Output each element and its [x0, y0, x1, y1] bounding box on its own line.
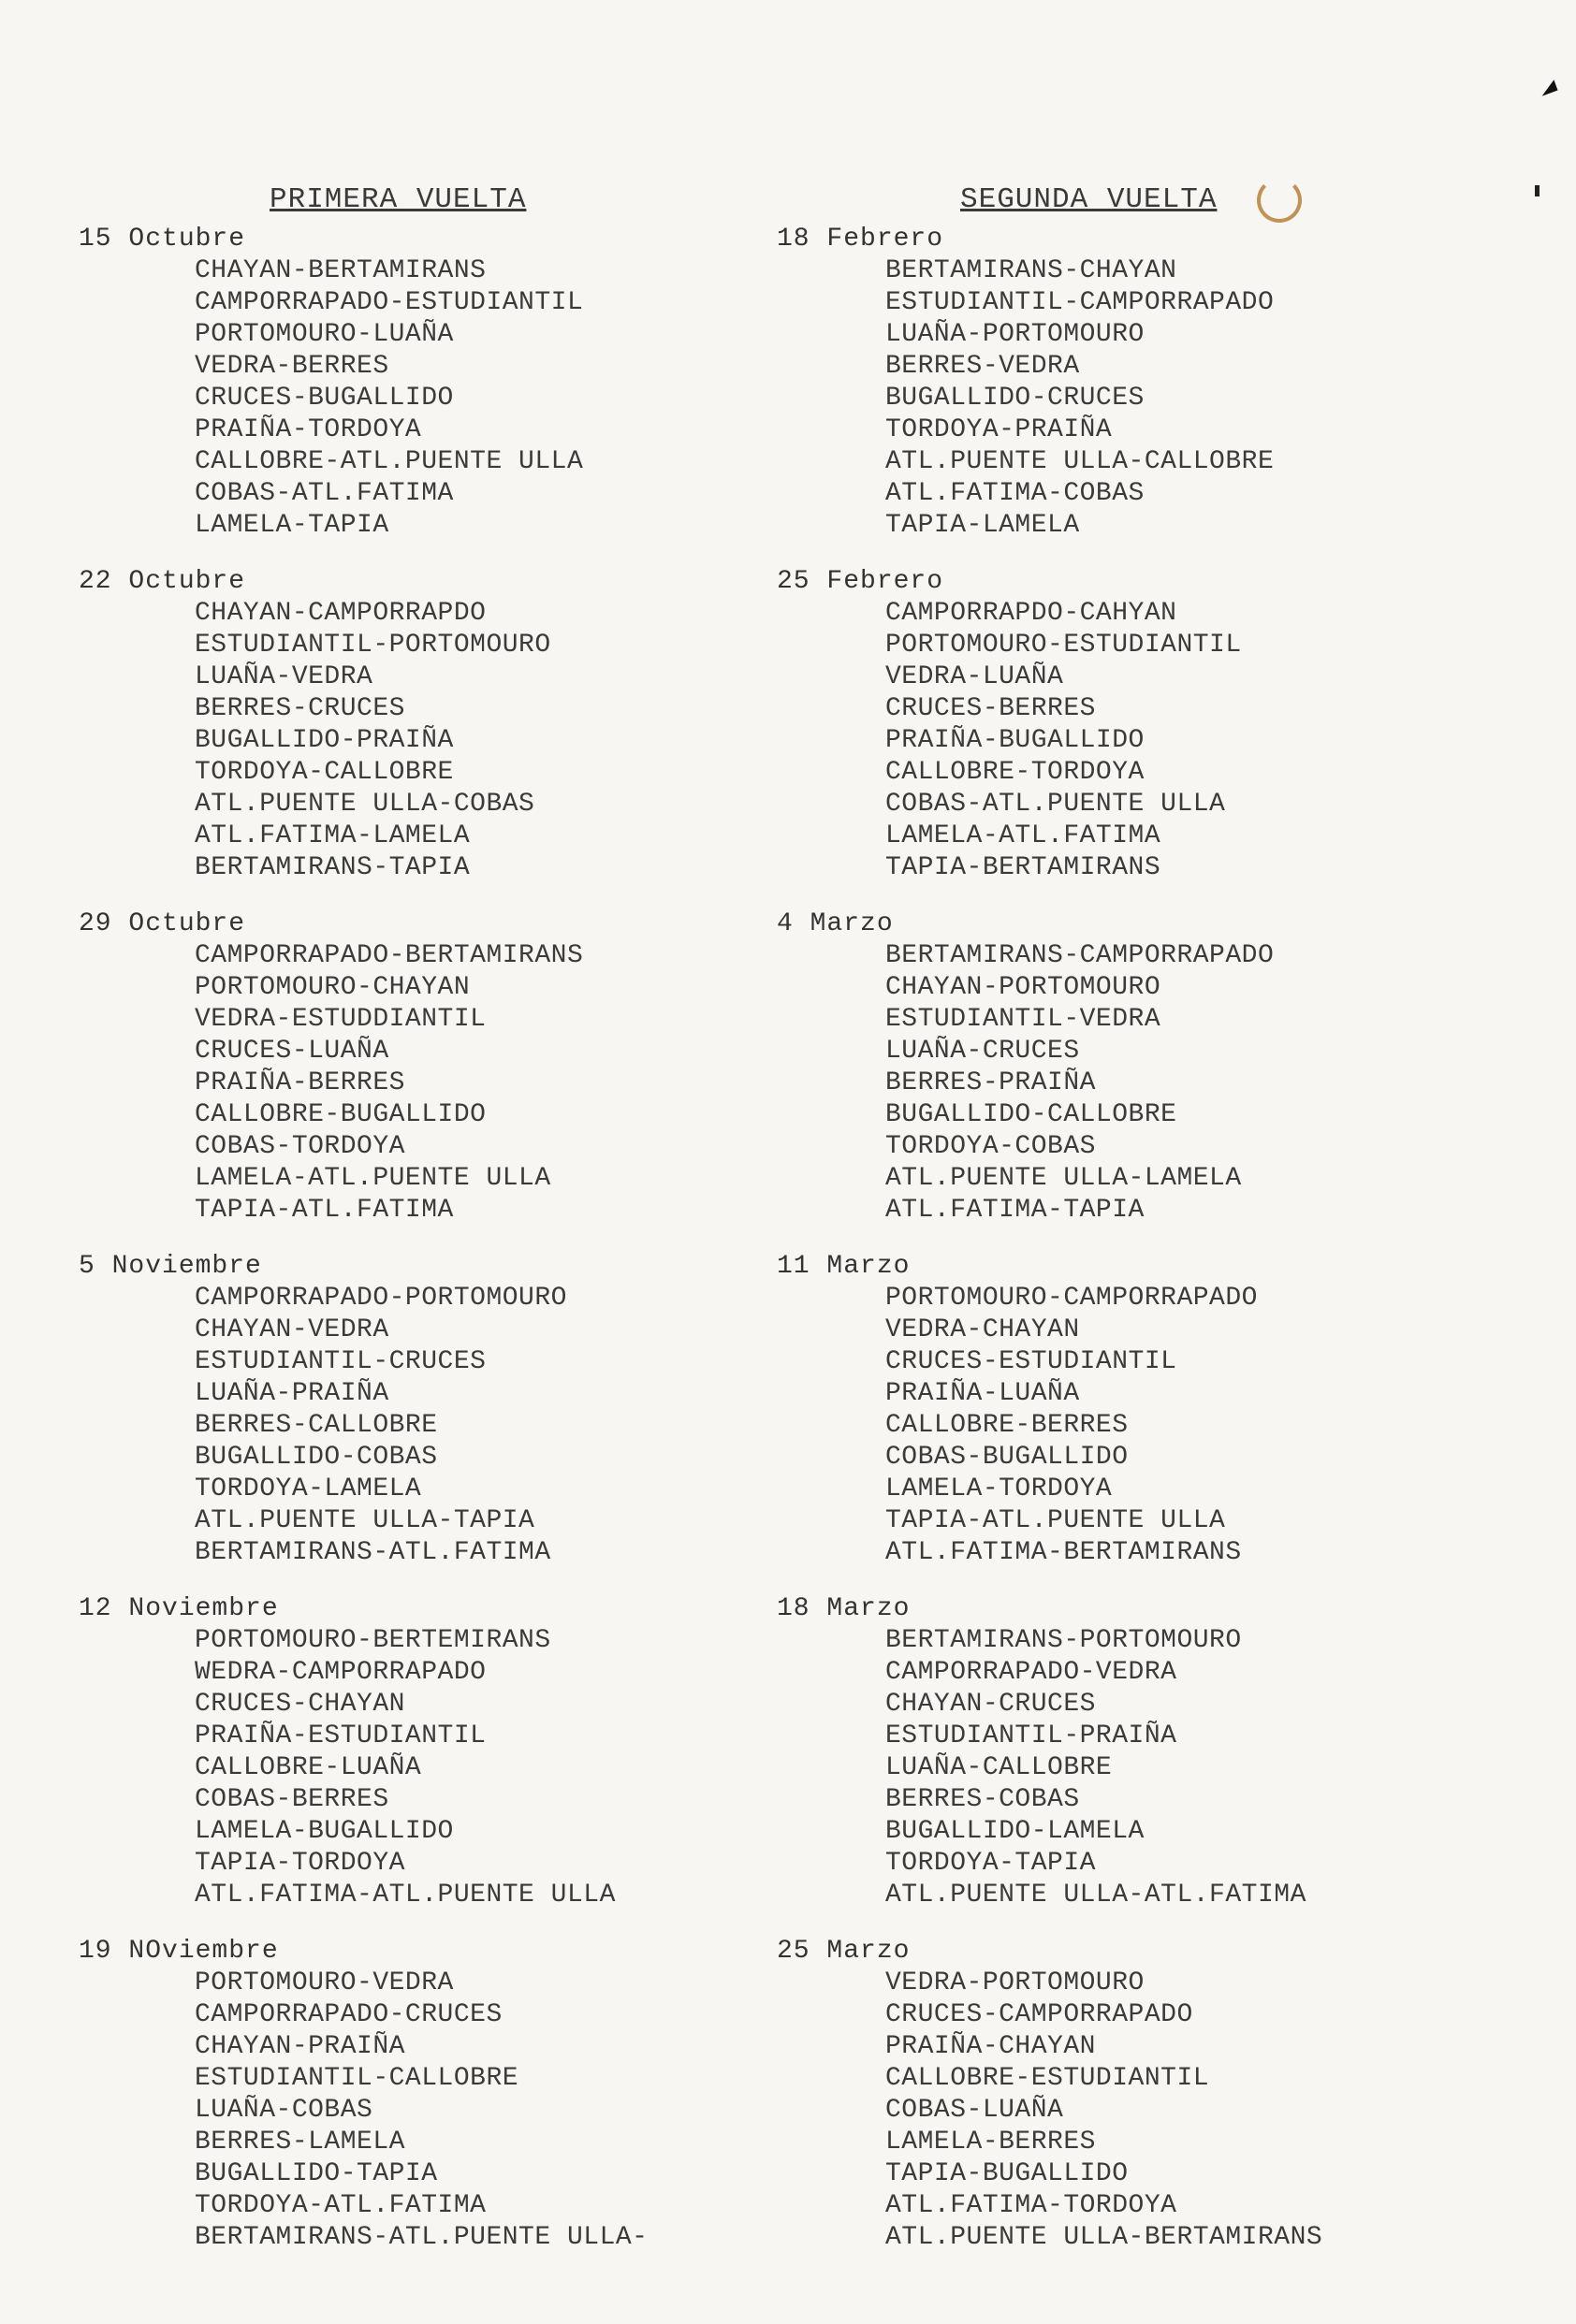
fixture-row: BUGALLIDO-PRAIÑA — [195, 726, 454, 755]
fixture-row: LUAÑA-PRAIÑA — [195, 1379, 389, 1408]
fixture-row: ESTUDIANTIL-VEDRA — [885, 1005, 1161, 1034]
primera-vuelta-column — [79, 183, 790, 2254]
fixture-row: BERRES-PRAIÑA — [885, 1068, 1096, 1097]
matchday-block — [777, 1251, 1488, 1569]
matchday-block — [777, 224, 1488, 542]
fixture-row: TORDOYA-TAPIA — [885, 1849, 1096, 1878]
rounds-list — [79, 224, 790, 2254]
fixture-row: CRUCES-BUGALLIDO — [195, 384, 454, 413]
fixture-row: LAMELA-TAPIA — [195, 511, 389, 540]
fixture-row: PORTOMOURO-VEDRA — [195, 1968, 454, 1997]
fixture-row: TORDOYA-ATL.FATIMA — [195, 2191, 487, 2220]
matchday-date: 25 Marzo — [777, 1937, 911, 1966]
fixture-row: BUGALLIDO-CALLOBRE — [885, 1100, 1177, 1129]
fixture-row: PORTOMOURO-ESTUDIANTIL — [885, 631, 1242, 660]
fixture-row: PORTOMOURO-LUAÑA — [195, 320, 454, 349]
fixture-row: BUGALLIDO-TAPIA — [195, 2159, 438, 2188]
fixture-row: ESTUDIANTIL-CAMPORRAPADO — [885, 288, 1275, 317]
fixture-row: BERTAMIRANS-PORTOMOURO — [885, 1626, 1242, 1655]
fixture-row: TORDOYA-PRAIÑA — [885, 415, 1113, 444]
block-spacer — [79, 884, 790, 908]
fixture-row: CHAYAN-BERTAMIRANS — [195, 256, 487, 285]
rounds-list — [777, 224, 1488, 2254]
fixture-row: CRUCES-ESTUDIANTIL — [885, 1347, 1177, 1376]
matchday-block — [79, 908, 790, 1227]
fixture-row: ATL.FATIMA-ATL.PUENTE ULLA — [195, 1881, 616, 1910]
fixture-row: CALLOBRE-TORDOYA — [885, 758, 1145, 787]
matchday-date: 18 Febrero — [777, 225, 944, 254]
fixture-row: CRUCES-CAMPORRAPADO — [885, 2000, 1193, 2029]
fixture-row: COBAS-TORDOYA — [195, 1132, 405, 1161]
fixture-row: TORDOYA-LAMELA — [195, 1474, 422, 1503]
block-spacer — [777, 1569, 1488, 1593]
fixture-row: VEDRA-CHAYAN — [885, 1315, 1080, 1344]
fixture-row: CALLOBRE-BUGALLIDO — [195, 1100, 487, 1129]
fixture-row: CRUCES-BERRES — [885, 694, 1096, 723]
matchday-block — [777, 908, 1488, 1227]
fixture-row: WEDRA-CAMPORRAPADO — [195, 1658, 487, 1687]
fixture-row: ESTUDIANTIL-CRUCES — [195, 1347, 487, 1376]
fixture-row: PORTOMOURO-CAMPORRAPADO — [885, 1284, 1258, 1313]
fixture-row: ATL.FATIMA-LAMELA — [195, 821, 471, 850]
fixture-row: CRUCES-LUAÑA — [195, 1037, 389, 1066]
fixture-row: TAPIA-ATL.FATIMA — [195, 1196, 454, 1225]
fixture-row: TORDOYA-CALLOBRE — [195, 758, 454, 787]
fixture-row: BERTAMIRANS-CHAYAN — [885, 256, 1177, 285]
ink-mark — [1538, 80, 1557, 95]
fixture-row: ATL.PUENTE ULLA-LAMELA — [885, 1164, 1242, 1193]
matchday-block — [79, 1593, 790, 1911]
fixture-row: TAPIA-BERTAMIRANS — [885, 853, 1161, 882]
matchday-date: 22 Octubre — [79, 567, 246, 596]
fixture-row: LAMELA-BERRES — [885, 2128, 1096, 2157]
fixture-row: TAPIA-ATL.PUENTE ULLA — [885, 1506, 1226, 1535]
fixture-row: LAMELA-BUGALLIDO — [195, 1817, 454, 1846]
matchday-date: 12 Noviembre — [79, 1594, 279, 1623]
fixture-row: COBAS-LUAÑA — [885, 2096, 1064, 2125]
fixture-row: COBAS-ATL.FATIMA — [195, 479, 454, 508]
fixture-row: BUGALLIDO-LAMELA — [885, 1817, 1145, 1846]
fixture-row: CAMPORRAPDO-CAHYAN — [885, 599, 1177, 628]
fixture-row: COBAS-BUGALLIDO — [885, 1443, 1129, 1472]
fixture-row: LUAÑA-CALLOBRE — [885, 1753, 1113, 1782]
column-title: PRIMERA VUELTA — [270, 183, 527, 216]
fixture-row: LUAÑA-VEDRA — [195, 662, 373, 691]
fixture-row: ATL.PUENTE ULLA-ATL.FATIMA — [885, 1881, 1306, 1910]
fixture-row: VEDRA-ESTUDDIANTIL — [195, 1005, 487, 1034]
fixture-row: BERTAMIRANS-ATL.FATIMA — [195, 1538, 551, 1567]
fixture-row: CHAYAN-PORTOMOURO — [885, 973, 1161, 1002]
fixture-row: LAMELA-ATL.PUENTE ULLA — [195, 1164, 551, 1193]
block-spacer — [79, 542, 790, 566]
matchday-date: 29 Octubre — [79, 909, 246, 938]
fixture-row: BERRES-CALLOBRE — [195, 1411, 438, 1440]
fixture-row: BERTAMIRANS-TAPIA — [195, 853, 471, 882]
fixture-row: BERRES-COBAS — [885, 1785, 1080, 1814]
fixture-row: VEDRA-BERRES — [195, 352, 389, 381]
block-spacer — [79, 1569, 790, 1593]
matchday-date: 4 Marzo — [777, 909, 894, 938]
fixture-row: ATL.PUENTE ULLA-BERTAMIRANS — [885, 2223, 1323, 2252]
fixture-row: VEDRA-PORTOMOURO — [885, 1968, 1145, 1997]
fixture-row: TAPIA-TORDOYA — [195, 1849, 405, 1878]
fixture-row: ESTUDIANTIL-PRAIÑA — [885, 1721, 1177, 1750]
matchday-block — [777, 1593, 1488, 1911]
fixture-row: LUAÑA-COBAS — [195, 2096, 373, 2125]
matchday-date: 5 Noviembre — [79, 1252, 262, 1281]
fixture-row: CALLOBRE-LUAÑA — [195, 1753, 422, 1782]
ink-dot — [1535, 185, 1540, 196]
fixture-row: COBAS-BERRES — [195, 1785, 389, 1814]
fixture-row: CAMPORRAPADO-ESTUDIANTIL — [195, 288, 584, 317]
fixture-row: CAMPORRAPADO-PORTOMOURO — [195, 1284, 567, 1313]
fixture-row: BERRES-CRUCES — [195, 694, 405, 723]
block-spacer — [777, 1227, 1488, 1251]
block-spacer — [777, 542, 1488, 566]
matchday-date: 25 Febrero — [777, 567, 944, 596]
fixture-row: PRAIÑA-ESTUDIANTIL — [195, 1721, 487, 1750]
matchday-date: 15 Octubre — [79, 225, 246, 254]
fixture-row: PRAIÑA-CHAYAN — [885, 2032, 1096, 2061]
matchday-block — [79, 566, 790, 884]
fixture-row: ATL.PUENTE ULLA-CALLOBRE — [885, 447, 1275, 476]
fixture-row: CHAYAN-PRAIÑA — [195, 2032, 405, 2061]
fixture-row: CHAYAN-VEDRA — [195, 1315, 389, 1344]
fixture-row: LAMELA-ATL.FATIMA — [885, 821, 1161, 850]
block-spacer — [79, 1911, 790, 1936]
fixture-row: ATL.FATIMA-COBAS — [885, 479, 1145, 508]
fixture-row: PRAIÑA-TORDOYA — [195, 415, 422, 444]
fixture-row: LAMELA-TORDOYA — [885, 1474, 1113, 1503]
fixture-row: CALLOBRE-ESTUDIANTIL — [885, 2064, 1210, 2093]
block-spacer — [79, 1227, 790, 1251]
matchday-date: 18 Marzo — [777, 1594, 911, 1623]
fixture-row: BERTAMIRANS-ATL.PUENTE ULLA- — [195, 2223, 649, 2252]
fixture-row: PORTOMOURO-CHAYAN — [195, 973, 471, 1002]
matchday-block — [79, 224, 790, 542]
fixture-row: BERRES-LAMELA — [195, 2128, 405, 2157]
fixture-row: LUAÑA-CRUCES — [885, 1037, 1080, 1066]
fixture-row: CAMPORRAPADO-CRUCES — [195, 2000, 503, 2029]
fixture-row: CAMPORRAPADO-VEDRA — [885, 1658, 1177, 1687]
fixture-row: CALLOBRE-ATL.PUENTE ULLA — [195, 447, 584, 476]
matchday-block — [777, 1936, 1488, 2254]
segunda-vuelta-column — [777, 183, 1488, 2254]
fixture-row: BERRES-VEDRA — [885, 352, 1080, 381]
fixture-row: PRAIÑA-LUAÑA — [885, 1379, 1080, 1408]
fixture-row: BUGALLIDO-COBAS — [195, 1443, 438, 1472]
fixture-row: TAPIA-BUGALLIDO — [885, 2159, 1129, 2188]
fixture-row: CAMPORRAPADO-BERTAMIRANS — [195, 941, 584, 970]
fixture-row: ESTUDIANTIL-CALLOBRE — [195, 2064, 519, 2093]
fixture-row: TORDOYA-COBAS — [885, 1132, 1096, 1161]
fixture-row: TAPIA-LAMELA — [885, 511, 1080, 540]
block-spacer — [777, 1911, 1488, 1936]
fixture-row: ATL.PUENTE ULLA-COBAS — [195, 790, 535, 819]
fixture-row: CALLOBRE-BERRES — [885, 1411, 1129, 1440]
matchday-block — [79, 1936, 790, 2254]
fixture-row: CRUCES-CHAYAN — [195, 1690, 405, 1719]
matchday-date: 19 NOviembre — [79, 1937, 279, 1966]
fixture-row: CHAYAN-CAMPORRAPDO — [195, 599, 487, 628]
fixture-row: CHAYAN-CRUCES — [885, 1690, 1096, 1719]
matchday-block — [777, 566, 1488, 884]
column-title: SEGUNDA VUELTA — [960, 183, 1218, 216]
fixture-row: ATL.FATIMA-TORDOYA — [885, 2191, 1177, 2220]
fixture-row: BUGALLIDO-CRUCES — [885, 384, 1145, 413]
fixture-row: ATL.PUENTE ULLA-TAPIA — [195, 1506, 535, 1535]
block-spacer — [777, 884, 1488, 908]
fixture-row: COBAS-ATL.PUENTE ULLA — [885, 790, 1226, 819]
fixture-row: PRAIÑA-BERRES — [195, 1068, 405, 1097]
matchday-block — [79, 1251, 790, 1569]
fixture-row: PORTOMOURO-BERTEMIRANS — [195, 1626, 551, 1655]
fixture-row: BERTAMIRANS-CAMPORRAPADO — [885, 941, 1275, 970]
fixture-row: ESTUDIANTIL-PORTOMOURO — [195, 631, 551, 660]
fixture-row: ATL.FATIMA-BERTAMIRANS — [885, 1538, 1242, 1567]
matchday-date: 11 Marzo — [777, 1252, 911, 1281]
fixture-row: PRAIÑA-BUGALLIDO — [885, 726, 1145, 755]
fixture-row: LUAÑA-PORTOMOURO — [885, 320, 1145, 349]
fixture-row: VEDRA-LUAÑA — [885, 662, 1064, 691]
fixture-row: ATL.FATIMA-TAPIA — [885, 1196, 1145, 1225]
